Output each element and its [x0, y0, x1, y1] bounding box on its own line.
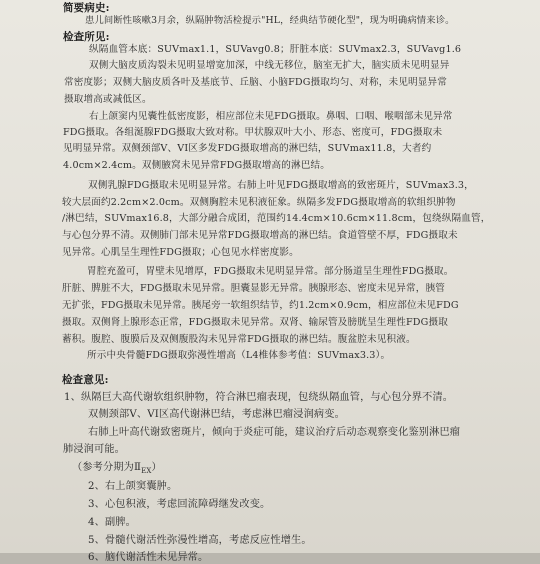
findings-line: 肝脏、脾脏不大，FDG摄取未见异常。胆囊显影无异常。胰腺形态、密度未见异常，胰管 [62, 283, 445, 294]
findings-line: 无扩张，FDG摄取未见异常。胰尾旁一软组织结节，约1.2cm×0.9cm，相应部位未见FDG [62, 300, 459, 311]
findings-line: 常密度影；双侧大脑皮质各叶及基底节、丘脑、小脑FDG摄取均匀、对称，未见明显异常 [64, 77, 447, 88]
conclusion-item: 双侧颈部V、VI区高代谢淋巴结，考虑淋巴瘤浸润病变。 [88, 409, 345, 420]
findings-line: 纵隔血管本底：SUVmax1.1，SUVavg0.8；肝脏本底：SUVmax2.3，SUVavg1.6 [89, 44, 462, 55]
conclusion-item: 肺浸润可能。 [63, 444, 126, 455]
findings-heading: 检查所见: [63, 31, 110, 43]
findings-line: 摄取。双侧肾上腺形态正常，FDG摄取未见异常。双肾、输尿管及膀胱呈生理性FDG摄取 [62, 317, 448, 328]
stage-close: ） [151, 462, 162, 473]
conclusion-item: 5、骨髓代谢活性弥漫性增高，考虑反应性增生。 [88, 535, 312, 546]
findings-line: 双侧乳腺FDG摄取未见明显异常。右肺上叶见FDG摄取增高的致密斑片，SUVmax3.3， [88, 180, 474, 191]
stage-text: （参考分期为Ⅱ [72, 462, 142, 473]
conclusion-item: 右肺上叶高代谢致密斑片，倾向于炎症可能，建议治疗后动态观察变化鉴别淋巴瘤 [88, 427, 461, 438]
findings-line: 右上颌窦内见囊性低密度影，相应部位未见FDG摄取。鼻咽、口咽、喉咽部未见异常 [89, 111, 453, 122]
findings-line: 见明显异常。双侧颈部V、VI区多发FDG摄取增高的淋巴结，SUVmax11.8，大者约 [63, 143, 432, 154]
findings-line: 双侧大脑皮质沟裂未见明显增宽加深，中线无移位，脑室无扩大，脑实质未见明显异 [89, 60, 450, 71]
findings-line: 所示中央骨髓FDG摄取弥漫性增高（L4椎体参考值：SUVmax3.3）。 [87, 350, 391, 361]
findings-line: 4.0cm×2.4cm。双侧腋窝未见异常FDG摄取增高的淋巴结。 [63, 160, 330, 171]
findings-line: 见异常。心肌呈生理性FDG摄取；心包见水样密度影。 [62, 247, 299, 258]
findings-line: 蓄积。腹腔、腹膜后及双侧腹股沟未见异常FDG摄取的淋巴结。腹盆腔未见积液。 [62, 334, 416, 345]
findings-line: 摄取增高或减低区。 [64, 94, 152, 105]
findings-line: 与心包分界不清。双侧肺门部未见异常FDG摄取增高的淋巴结。食道管壁不厚，FDG摄取未 [62, 230, 458, 241]
conclusion-heading: 检查意见: [62, 374, 109, 386]
findings-line: 胃腔充盈可，胃壁未见增厚，FDG摄取未见明显异常。部分肠道呈生理性FDG摄取。 [87, 266, 454, 277]
history-text: 患儿间断性咳嗽3月余，纵隔肿物活检提示"HL，经典结节硬化型"，现为明确病情来诊。 [85, 15, 455, 26]
findings-line: /淋巴结，SUVmax16.8，大部分融合成团，范围约14.4cm×10.6cm×11.8cm，包绕纵隔血管， [62, 213, 491, 224]
conclusion-item: 4、副脾。 [88, 517, 136, 528]
conclusion-item: 2、右上颌窦囊肿。 [88, 481, 178, 492]
stage-subscript: EX [141, 467, 152, 476]
history-heading: 简要病史: [63, 2, 110, 14]
conclusion-item: 6、脑代谢活性未见异常。 [88, 552, 209, 563]
conclusion-item: 1、纵隔巨大高代谢软组织肿物，符合淋巴瘤表现，包绕纵隔血管，与心包分界不清。 [64, 392, 454, 403]
findings-line: FDG摄取。各组涎腺FDG摄取大致对称。甲状腺双叶大小、形态、密度可，FDG摄取未 [63, 127, 443, 138]
findings-line: 较大层面约2.2cm×2.0cm。双侧胸腔未见积液征象。纵隔多发FDG摄取增高的软组织肿物 [62, 197, 456, 208]
stage-note [72, 462, 162, 477]
conclusion-item: 3、心包积液，考虑回流障碍继发改变。 [88, 499, 271, 510]
